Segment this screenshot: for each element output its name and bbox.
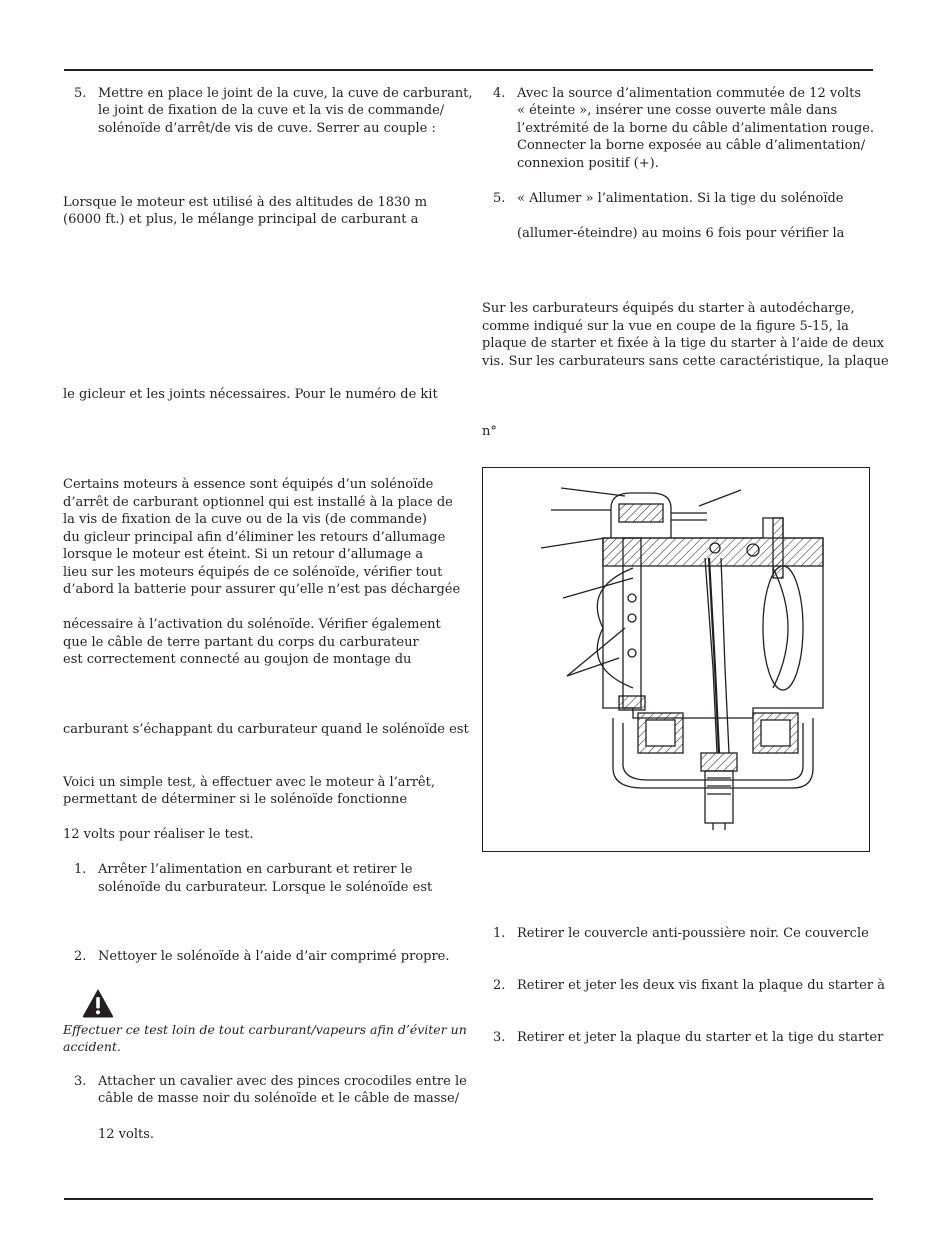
step4-line: l’extrémité de la borne du câble d’alimentation rouge. (517, 121, 875, 136)
twelve-volts-line: 12 volts pour réaliser le test. (63, 827, 254, 842)
starter-line: Sur les carburateurs équipés du starter à autodécharge, (482, 301, 855, 316)
step3-line: Attacher un cavalier avec des pinces crocodiles entre le (98, 1074, 467, 1089)
carburetor-cross-section-drawing (483, 468, 868, 850)
step4-line: Avec la source d’alimentation commutée de 12 volts (517, 86, 862, 101)
item5-line: le joint de fixation de la cuve et la vis de commande/ (98, 103, 445, 118)
altitude-line: Lorsque le moteur est utilisé à des altitudes de 1830 m (63, 195, 428, 210)
altitude-line: (6000 ft.) et plus, le mélange principal de carburant a (63, 212, 419, 227)
step3-line: câble de masse noir du solénoïde et le câble de masse/ (98, 1091, 460, 1106)
warning-icon (82, 988, 114, 1018)
step4-line: Connecter la borne exposée au câble d’alimentation/ (517, 138, 866, 153)
step4-line: « éteinte », insérer une cosse ouverte mâle dans (517, 103, 838, 118)
r2-number: 2. (493, 978, 506, 993)
step1-line: solénoïde du carburateur. Lorsque le solénoïde est (98, 880, 433, 895)
test-intro-line: Voici un simple test, à effectuer avec le moteur à l’arrêt, (63, 775, 435, 790)
test-intro-line: permettant de déterminer si le solénoïde fonctionne (63, 792, 408, 807)
solenoid-line: d’abord la batterie pour assurer qu’elle n’est pas déchargée (63, 582, 461, 597)
top-rule (64, 69, 873, 71)
step3-end-line: 12 volts. (98, 1127, 155, 1142)
n-degree: n° (482, 424, 497, 439)
r2-line: Retirer et jeter les deux vis fixant la plaque du starter à (517, 978, 885, 993)
item5-line: Mettre en place le joint de la cuve, la cuve de carburant, (98, 86, 473, 101)
item5-line: solénoïde d’arrêt/de vis de cuve. Serrer au couple : (98, 121, 436, 136)
solenoid-line: lieu sur les moteurs équipés de ce solénoïde, vérifier tout (63, 565, 443, 580)
step4-number: 4. (493, 86, 506, 101)
bottom-rule (64, 1198, 873, 1200)
step1-number: 1. (74, 862, 87, 877)
step2-line: Nettoyer le solénoïde à l’aide d’air comprimé propre. (98, 949, 450, 964)
step3-number: 3. (74, 1074, 87, 1089)
step5-end-line: (allumer-éteindre) au moins 6 fois pour vérifier la (517, 226, 845, 241)
activation-line: est correctement connecté au goujon de montage du (63, 652, 412, 667)
step5-number: 5. (493, 191, 506, 206)
step5-line: « Allumer » l’alimentation. Si la tige du solénoïde (517, 191, 844, 206)
step1-line: Arrêter l’alimentation en carburant et retirer le (98, 862, 413, 877)
activation-line: que le câble de terre partant du corps du carburateur (63, 635, 419, 650)
r3-number: 3. (493, 1030, 506, 1045)
r3-line: Retirer et jeter la plaque du starter et la tige du starter (517, 1030, 884, 1045)
kit-line: le gicleur et les joints nécessaires. Pour le numéro de kit (63, 387, 438, 402)
starter-line: plaque de starter et fixée à la tige du starter à l’aide de deux (482, 336, 885, 351)
r1-line: Retirer le couvercle anti-poussière noir. Ce couvercle (517, 926, 869, 941)
solenoid-line: lorsque le moteur est éteint. Si un retour d’allumage a (63, 547, 424, 562)
starter-line: vis. Sur les carburateurs sans cette caractéristique, la plaque (482, 354, 889, 369)
warning-line: accident. (63, 1039, 121, 1054)
solenoid-line: Certains moteurs à essence sont équipés d’un solénoïde (63, 477, 434, 492)
solenoid-line: d’arrêt de carburant optionnel qui est installé à la place de (63, 495, 453, 510)
carburetor-figure (482, 467, 870, 852)
solenoid-line: la vis de fixation de la cuve ou de la vis (de commande) (63, 512, 427, 527)
r1-number: 1. (493, 926, 506, 941)
starter-line: comme indiqué sur la vue en coupe de la figure 5-15, la (482, 319, 849, 334)
solenoid-line: du gicleur principal afin d’éliminer les retours d’allumage (63, 530, 446, 545)
item5-number: 5. (74, 86, 87, 101)
escape-line: carburant s’échappant du carburateur quand le solénoïde est (63, 722, 469, 737)
warning-line: Effectuer ce test loin de tout carburant/vapeurs afin d’éviter un (63, 1022, 467, 1037)
step2-number: 2. (74, 949, 87, 964)
activation-line: nécessaire à l’activation du solénoïde. Vérifier également (63, 617, 441, 632)
step4-line: connexion positif (+). (517, 156, 659, 171)
